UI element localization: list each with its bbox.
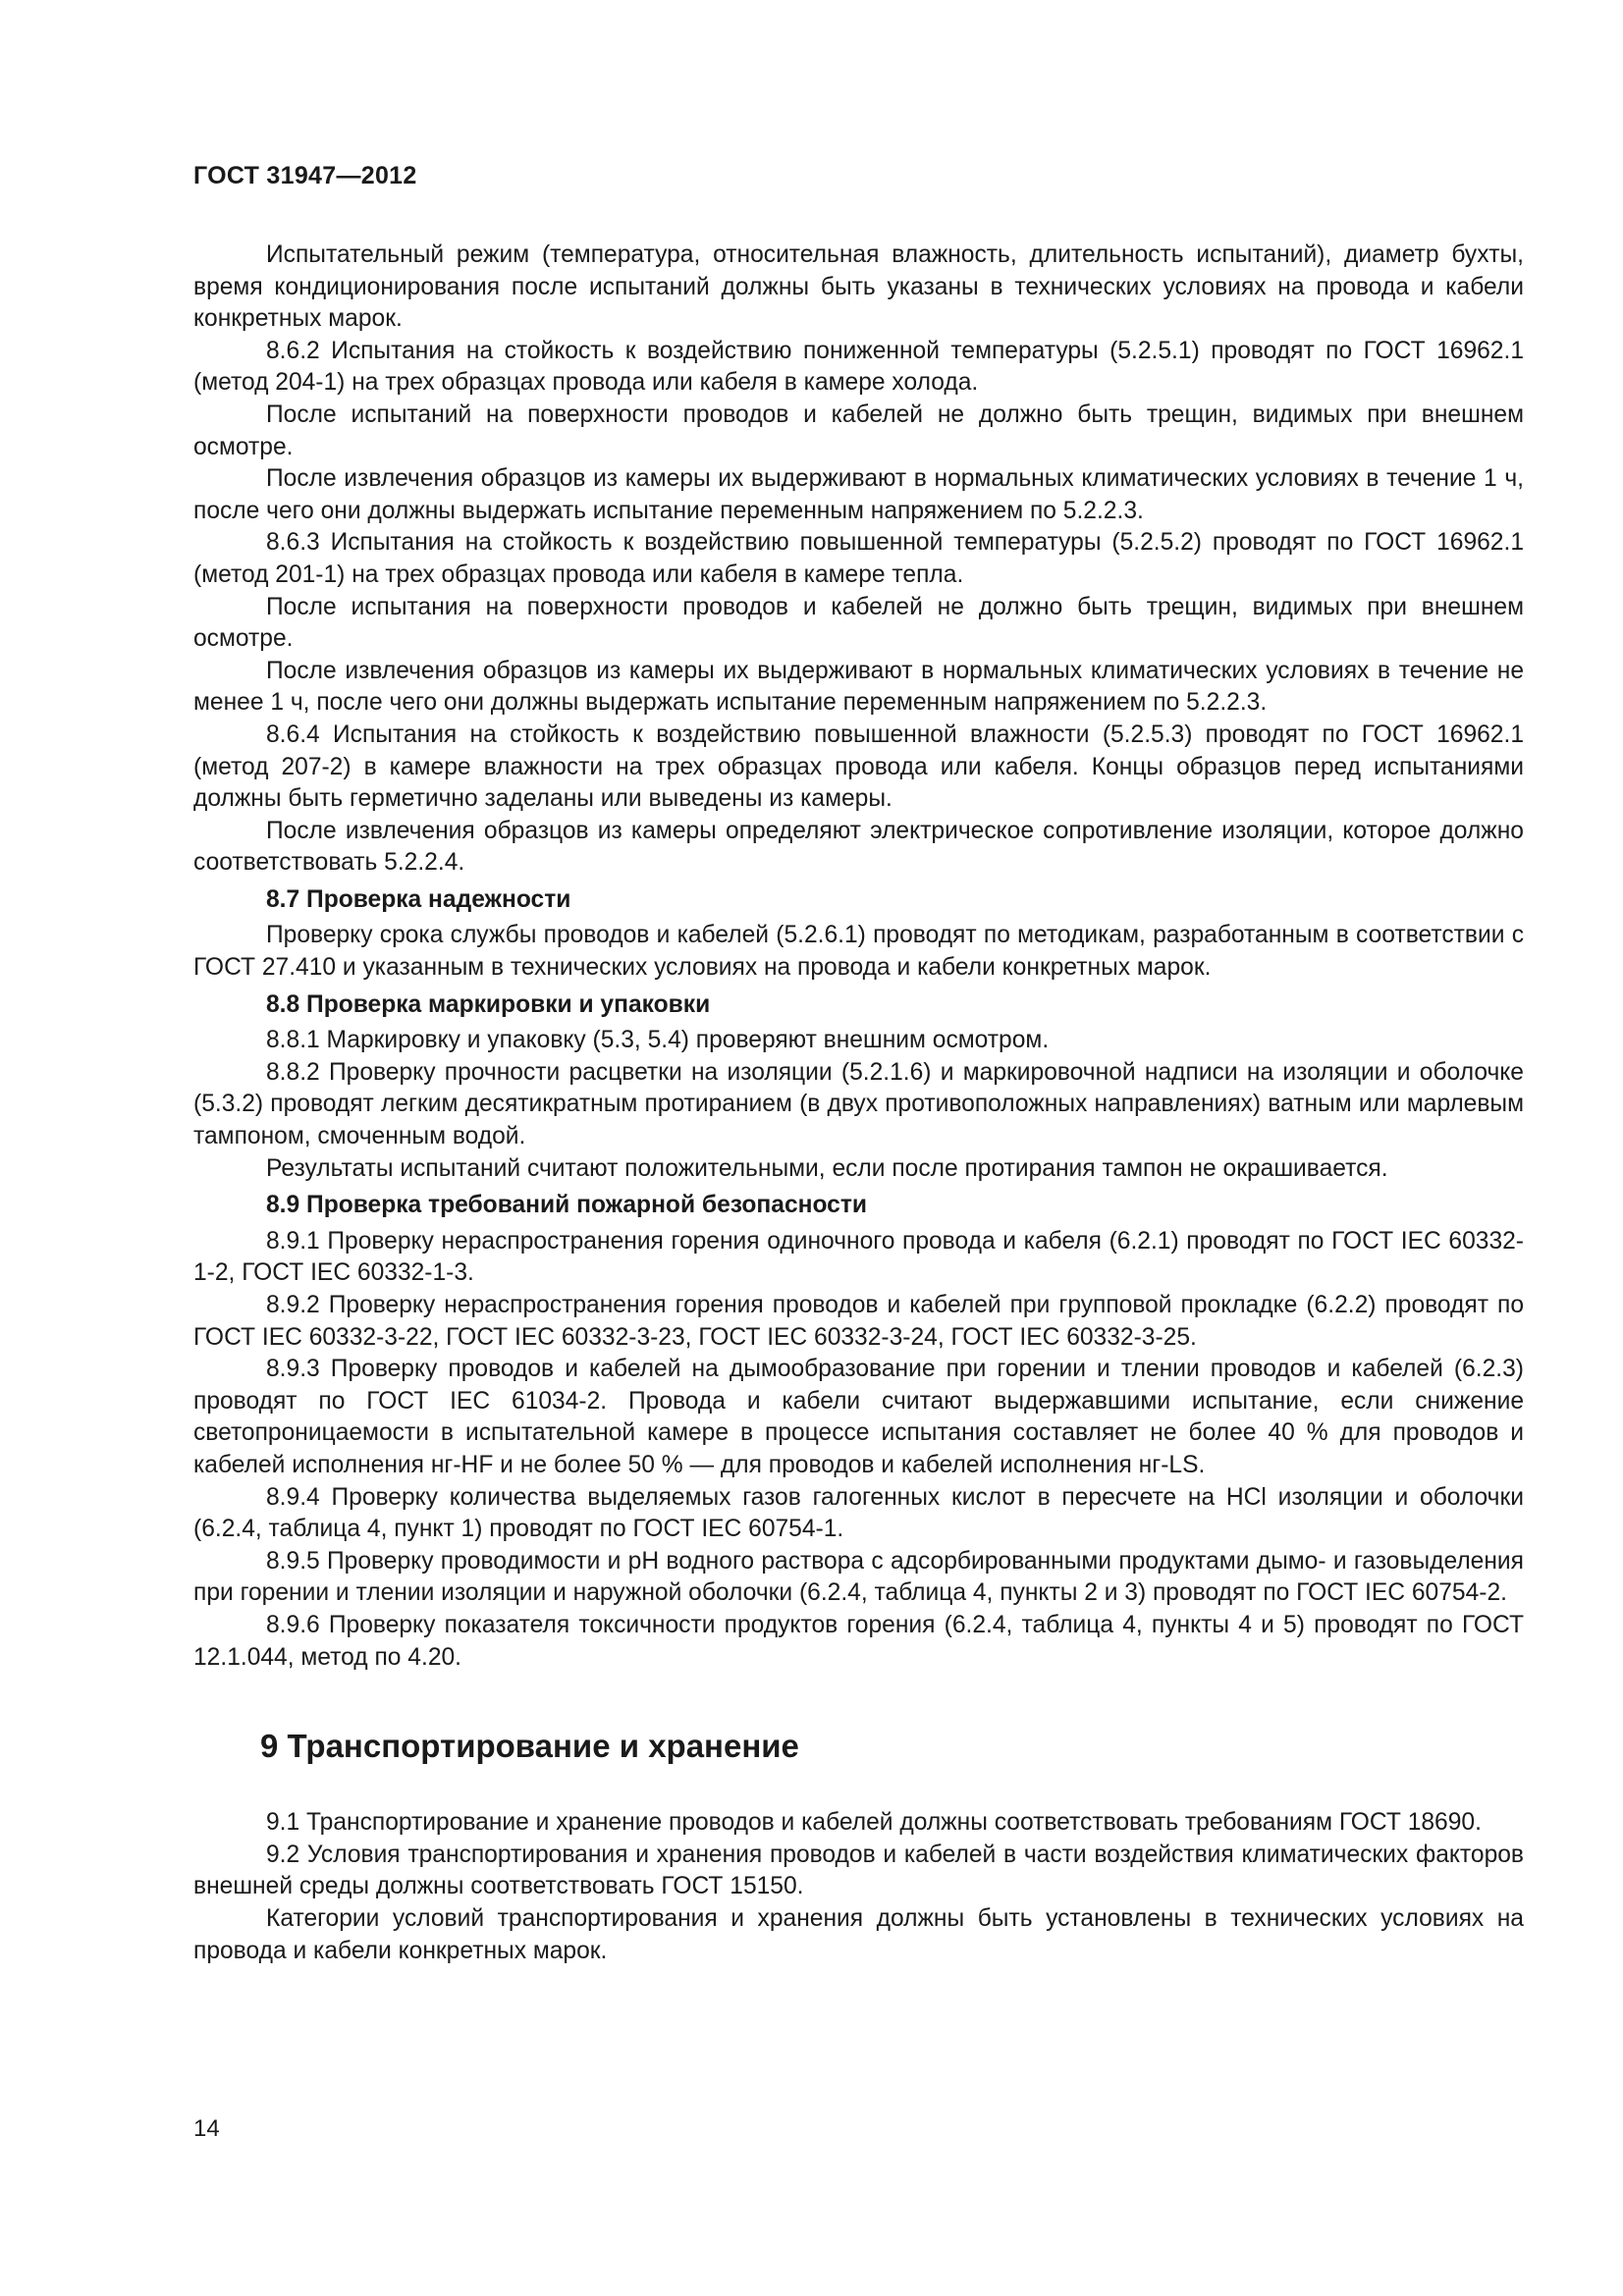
section-heading-8-7: 8.7 Проверка надежности — [266, 885, 571, 913]
paragraph: После извлечения образцов из камеры их выдерживают в нормальных климатических условиях в течение 1 ч, после чего они должны выдержать испытание переменным напряжением по 5.2.2.3. — [193, 465, 1524, 524]
document-header: ГОСТ 31947—2012 — [193, 162, 417, 189]
paragraph: 8.9.3 Проверку проводов и кабелей на дымообразование при горении и тлении проводов и кабелей (6.2.3) проводят по ГОСТ IEC 61034-2. Провода и кабели считают выдержавшими испытание, если снижение светопроницаемости в испытательной камере в процессе испытания составляет не более 40 % для проводов и кабелей исполнения нг-HF и не более 50 % — для проводов и кабелей исполнения нг-LS. — [193, 1356, 1524, 1478]
section-heading-8-8: 8.8 Проверка маркировки и упаковки — [266, 990, 711, 1018]
chapter-heading-9: 9 Транспортирование и хранение — [260, 1728, 799, 1765]
paragraph: 8.8.2 Проверку прочности расцветки на изоляции (5.2.1.6) и маркировочной надписи на изоляции и оболочке (5.3.2) проводят легким десятикратным протиранием (в двух противоположных направлениях) ватным или марлевым тампоном, смоченным водой. — [193, 1058, 1524, 1150]
paragraph: 8.9.5 Проверку проводимости и pH водного раствора с адсорбированными продуктами дымо- и газовыделения при горении и тлении изоляции и наружной оболочки (6.2.4, таблица 4, пункты 2 и 3) проводят по ГОСТ IEC 60754-2. — [193, 1547, 1524, 1607]
paragraph: 8.9.4 Проверку количества выделяемых газов галогенных кислот в пересчете на HCl изоляции и оболочки (6.2.4, таблица 4, пункт 1) проводят по ГОСТ IEC 60754-1. — [193, 1483, 1524, 1543]
paragraph: 8.6.4 Испытания на стойкость к воздействию повышенной влажности (5.2.5.3) проводят по ГОСТ 16962.1 (метод 207-2) в камере влажности на трех образцах провода или кабеля. Концы образцов перед испытаниями должны быть герметично заделаны или выведены из камеры. — [193, 721, 1524, 813]
document-page — [193, 162, 1524, 1967]
paragraph: 9.1 Транспортирование и хранение проводов и кабелей должны соответствовать требованиям ГОСТ 18690. — [266, 1809, 1482, 1837]
document-body — [193, 240, 1524, 1967]
paragraph: После испытаний на поверхности проводов и кабелей не должно быть трещин, видимых при внешнем осмотре. — [193, 400, 1524, 460]
paragraph: После испытания на поверхности проводов и кабелей не должно быть трещин, видимых при внешнем осмотре. — [193, 593, 1524, 653]
paragraph: Результаты испытаний считают положительными, если после протирания тампон не окрашивается. — [266, 1154, 1388, 1182]
paragraph: 8.9.2 Проверку нераспространения горения проводов и кабелей при групповой прокладке (6.2.2) проводят по ГОСТ IEC 60332-3-22, ГОСТ IEC 60332-3-23, ГОСТ IEC 60332-3-24, ГОСТ IEC 60332-3-25. — [193, 1292, 1524, 1351]
paragraph: 8.8.1 Маркировку и упаковку (5.3, 5.4) проверяют внешним осмотром. — [266, 1027, 1050, 1054]
paragraph: 8.6.3 Испытания на стойкость к воздействию повышенной температуры (5.2.5.2) проводят по ГОСТ 16962.1 (метод 201-1) на трех образцах провода или кабеля в камере тепла. — [193, 529, 1524, 588]
paragraph: 9.2 Условия транспортирования и хранения проводов и кабелей в части воздействия климатических факторов внешней среды должны соответствовать ГОСТ 15150. — [193, 1841, 1524, 1900]
paragraph: 8.9.1 Проверку нераспространения горения одиночного провода и кабеля (6.2.1) проводят по ГОСТ IEC 60332-1-2, ГОСТ IEC 60332-1-3. — [193, 1227, 1524, 1287]
section-heading-8-9: 8.9 Проверка требований пожарной безопасности — [266, 1192, 868, 1219]
paragraph: Категории условий транспортирования и хранения должны быть установлены в технических условиях на провода и кабели конкретных марок. — [193, 1904, 1524, 1964]
paragraph: После извлечения образцов из камеры их выдерживают в нормальных климатических условиях в течение не менее 1 ч, после чего они должны выдержать испытание переменным напряжением по 5.2.2.3. — [193, 657, 1524, 717]
paragraph: Проверку срока службы проводов и кабелей (5.2.6.1) проводят по методикам, разработанным в соответствии с ГОСТ 27.410 и указанным в технических условиях на провода и кабели конкретных марок. — [193, 922, 1524, 982]
paragraph: 8.6.2 Испытания на стойкость к воздействию пониженной температуры (5.2.5.1) проводят по ГОСТ 16962.1 (метод 204-1) на трех образцах провода или кабеля в камере холода. — [193, 337, 1524, 397]
paragraph: После извлечения образцов из камеры определяют электрическое сопротивление изоляции, которое должно соответствовать 5.2.2.4. — [193, 817, 1524, 877]
paragraph: 8.9.6 Проверку показателя токсичности продуктов горения (6.2.4, таблица 4, пункты 4 и 5) проводят по ГОСТ 12.1.044, метод по 4.20. — [193, 1611, 1524, 1671]
paragraph: Испытательный режим (температура, относительная влажность, длительность испытаний), диаметр бухты, время кондиционирования после испытаний должны быть указаны в технических условиях на провода и кабели конкретных марок. — [193, 241, 1524, 333]
page-number: 14 — [193, 2115, 220, 2142]
